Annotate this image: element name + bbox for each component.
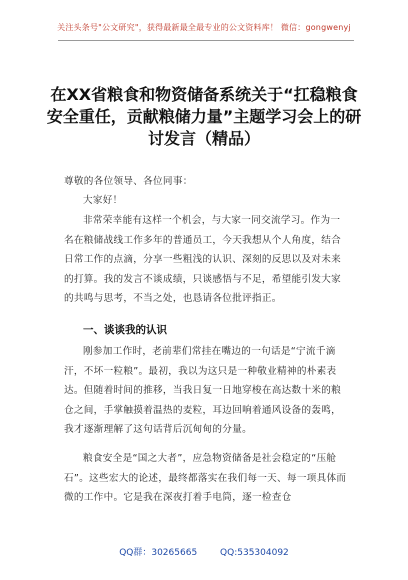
paragraph-understanding-1: 刚参加工作时，老前辈们常挂在嘴边的一句话是“宁流千滴汗，不坏一粒粮”。最初，我以为这只是一种敬业精神的朴素表达。但随着时间的推移，当我日复一日地穿梭在高达数十米的粮仓之间，手掌触摸着温热的麦粒，耳边回响着通风设备的轰鸣，我才逐渐理解了这句话背后沉甸甸的分量。 (64, 346, 342, 435)
footer-contact (0, 545, 408, 558)
salutation: 尊敬的各位领导、各位同事： (64, 176, 193, 187)
header-note: 关注头条号"公文研究"，获得最新最全最专业的公文资料库！ 微信：gongwenyj (57, 23, 351, 32)
header-divider (58, 40, 354, 41)
paragraph-intro: 非常荣幸能有这样一个机会，与大家一同交流学习。作为一名在粮储战线工作多年的普通员工，今天我想从个人角度，结合日常工作的点滴，分享一些粗浅的认识、深刻的反思以及对未来的打算。我的发言不谈成绩，只谈感悟与不足，希望能引发大家的共鸣与思考，不当之处，也恳请各位批评指正。 (64, 215, 342, 304)
greeting: 大家好！ (83, 195, 123, 206)
paragraph-understanding-2: 粮食安全是“国之大者”，应急物资储备是社会稳定的“压舱石”。这些宏大的论述，最终都落实在我们每一天、每一项具体而微的工作中。它是我在深夜打着手电筒，逐一检查仓 (64, 453, 347, 503)
section-heading: 一、谈谈我的认识 (83, 324, 167, 336)
document-title: 在XX省粮食和物资储备系统关于“扛稳粮食安全重任，贡献粮储力量”主题学习会上的研讨发言（精品） (46, 85, 362, 148)
footer-qq-group: QQ群：30265665 (119, 548, 198, 558)
footer-qq: QQ:535304092 (220, 548, 289, 558)
